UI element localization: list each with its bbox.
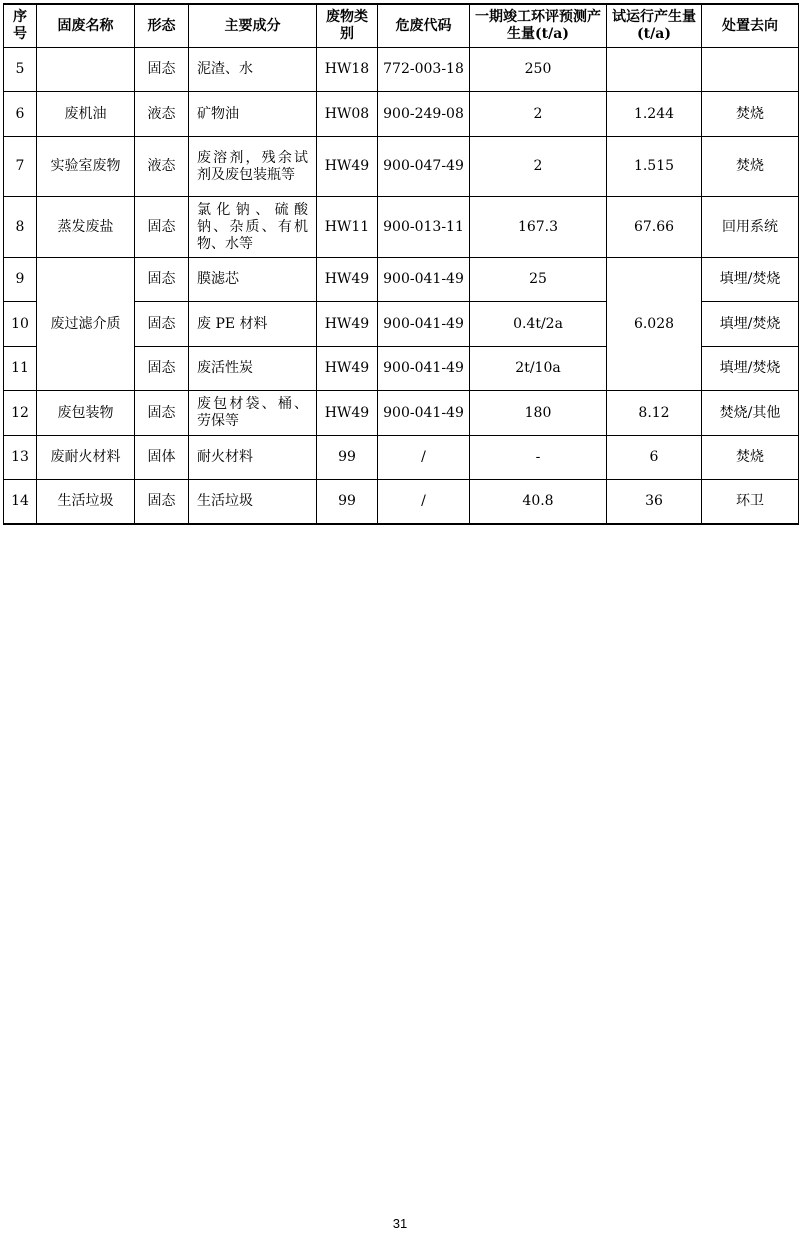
cell-disposal xyxy=(702,48,799,92)
cell-composition: 废包材袋、桶、劳保等 xyxy=(189,391,317,436)
cell-composition: 膜滤芯 xyxy=(189,258,317,302)
cell-name: 废过滤介质 xyxy=(37,258,135,391)
cell-no: 6 xyxy=(4,92,37,137)
header-category: 废物类别 xyxy=(317,4,378,48)
cell-disposal: 填埋/焚烧 xyxy=(702,302,799,347)
cell-no: 14 xyxy=(4,480,37,524)
cell-name: 废机油 xyxy=(37,92,135,137)
cell-predicted: 25 xyxy=(470,258,607,302)
cell-form: 固态 xyxy=(135,302,189,347)
table-row xyxy=(4,137,799,197)
table-row xyxy=(4,436,799,480)
table-row xyxy=(4,48,799,92)
cell-code: 900-041-49 xyxy=(378,347,470,391)
cell-disposal: 焚烧/其他 xyxy=(702,391,799,436)
cell-predicted: 250 xyxy=(470,48,607,92)
cell-category: HW11 xyxy=(317,197,378,258)
cell-name: 生活垃圾 xyxy=(37,480,135,524)
cell-disposal: 焚烧 xyxy=(702,436,799,480)
header-predicted: 一期竣工环评预测产生量(t/a) xyxy=(470,4,607,48)
cell-code: 900-249-08 xyxy=(378,92,470,137)
header-code: 危废代码 xyxy=(378,4,470,48)
cell-code: / xyxy=(378,436,470,480)
header-disposal: 处置去向 xyxy=(702,4,799,48)
cell-name: 废包装物 xyxy=(37,391,135,436)
cell-disposal: 焚烧 xyxy=(702,92,799,137)
cell-category: HW08 xyxy=(317,92,378,137)
cell-code: / xyxy=(378,480,470,524)
cell-no: 8 xyxy=(4,197,37,258)
cell-predicted: - xyxy=(470,436,607,480)
cell-form: 固态 xyxy=(135,391,189,436)
cell-form: 固态 xyxy=(135,197,189,258)
cell-composition: 废 PE 材料 xyxy=(189,302,317,347)
cell-trial: 1.244 xyxy=(607,92,702,137)
cell-form: 液态 xyxy=(135,92,189,137)
cell-trial xyxy=(607,48,702,92)
cell-code: 900-013-11 xyxy=(378,197,470,258)
cell-name xyxy=(37,48,135,92)
cell-code: 900-047-49 xyxy=(378,137,470,197)
cell-trial: 6.028 xyxy=(607,258,702,391)
cell-composition: 耐火材料 xyxy=(189,436,317,480)
cell-category: 99 xyxy=(317,436,378,480)
cell-disposal: 填埋/焚烧 xyxy=(702,347,799,391)
cell-predicted: 2 xyxy=(470,137,607,197)
cell-code: 900-041-49 xyxy=(378,302,470,347)
header-composition: 主要成分 xyxy=(189,4,317,48)
cell-composition: 废活性炭 xyxy=(189,347,317,391)
header-name: 固废名称 xyxy=(37,4,135,48)
cell-no: 7 xyxy=(4,137,37,197)
cell-code: 772-003-18 xyxy=(378,48,470,92)
table-row xyxy=(4,480,799,524)
cell-disposal: 回用系统 xyxy=(702,197,799,258)
cell-predicted: 2t/10a xyxy=(470,347,607,391)
cell-disposal: 环卫 xyxy=(702,480,799,524)
cell-form: 固体 xyxy=(135,436,189,480)
cell-trial: 67.66 xyxy=(607,197,702,258)
cell-disposal: 填埋/焚烧 xyxy=(702,258,799,302)
header-row xyxy=(4,4,799,48)
table-row xyxy=(4,92,799,137)
table-row xyxy=(4,197,799,258)
cell-composition: 氯化钠、硫酸钠、杂质、有机物、水等 xyxy=(189,197,317,258)
cell-category: HW49 xyxy=(317,302,378,347)
cell-trial: 6 xyxy=(607,436,702,480)
cell-name: 蒸发废盐 xyxy=(37,197,135,258)
cell-trial: 8.12 xyxy=(607,391,702,436)
cell-name: 废耐火材料 xyxy=(37,436,135,480)
solid-waste-table xyxy=(3,3,799,525)
cell-no: 5 xyxy=(4,48,37,92)
cell-name: 实验室废物 xyxy=(37,137,135,197)
cell-composition: 泥渣、水 xyxy=(189,48,317,92)
cell-no: 9 xyxy=(4,258,37,302)
cell-trial: 1.515 xyxy=(607,137,702,197)
table-row xyxy=(4,258,799,302)
table-row xyxy=(4,391,799,436)
cell-category: HW18 xyxy=(317,48,378,92)
header-no: 序号 xyxy=(4,4,37,48)
cell-no: 11 xyxy=(4,347,37,391)
page-number: 31 xyxy=(392,1216,408,1231)
cell-form: 固态 xyxy=(135,480,189,524)
cell-composition: 废溶剂，残余试剂及废包装瓶等 xyxy=(189,137,317,197)
cell-predicted: 40.8 xyxy=(470,480,607,524)
cell-no: 12 xyxy=(4,391,37,436)
cell-code: 900-041-49 xyxy=(378,391,470,436)
cell-form: 固态 xyxy=(135,347,189,391)
cell-predicted: 0.4t/2a xyxy=(470,302,607,347)
cell-form: 固态 xyxy=(135,48,189,92)
cell-code: 900-041-49 xyxy=(378,258,470,302)
cell-form: 固态 xyxy=(135,258,189,302)
cell-disposal: 焚烧 xyxy=(702,137,799,197)
cell-no: 13 xyxy=(4,436,37,480)
cell-predicted: 180 xyxy=(470,391,607,436)
cell-form: 液态 xyxy=(135,137,189,197)
cell-composition: 矿物油 xyxy=(189,92,317,137)
cell-trial: 36 xyxy=(607,480,702,524)
cell-predicted: 167.3 xyxy=(470,197,607,258)
header-form: 形态 xyxy=(135,4,189,48)
cell-category: 99 xyxy=(317,480,378,524)
cell-predicted: 2 xyxy=(470,92,607,137)
cell-category: HW49 xyxy=(317,391,378,436)
cell-category: HW49 xyxy=(317,258,378,302)
cell-composition: 生活垃圾 xyxy=(189,480,317,524)
cell-no: 10 xyxy=(4,302,37,347)
header-trial: 试运行产生量(t/a) xyxy=(607,4,702,48)
cell-category: HW49 xyxy=(317,137,378,197)
cell-category: HW49 xyxy=(317,347,378,391)
